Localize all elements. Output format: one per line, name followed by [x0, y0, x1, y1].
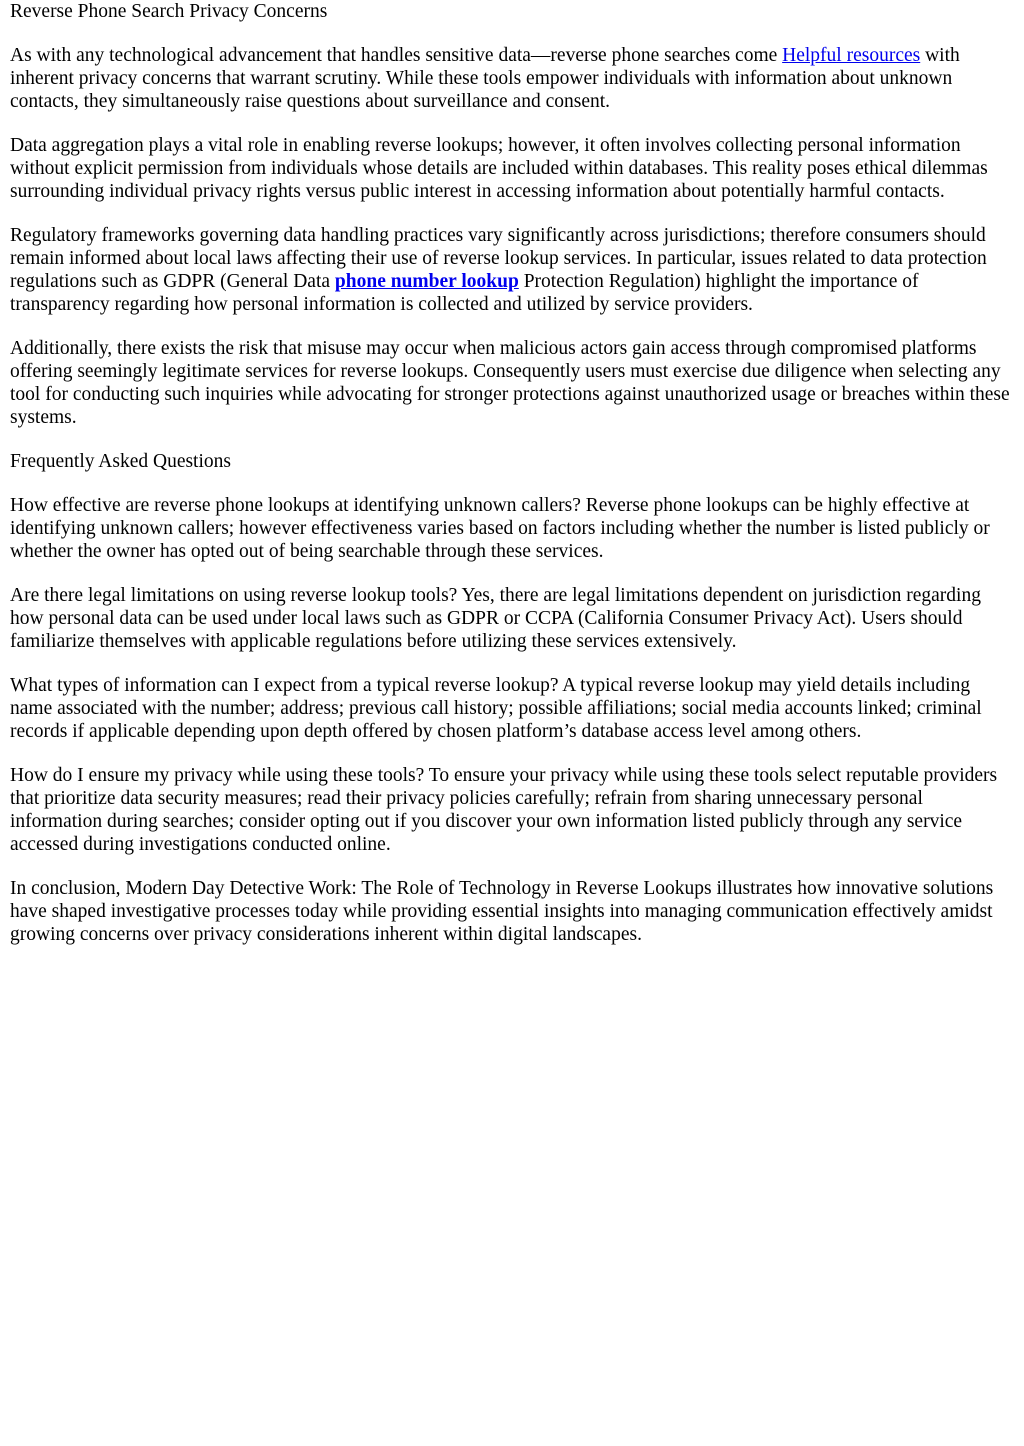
- section-heading-privacy: Reverse Phone Search Privacy Concerns: [10, 1, 328, 22]
- paragraph-regulatory-text-before: Regulatory frameworks governing data handling practices vary significantly across jurisdictions; therefore consumers should remain informed about local laws affecting their use of reverse lookup services. In particular, issues related to data protection regulations such as GDPR (General Data: [10, 225, 987, 292]
- helpful-resources-link[interactable]: Helpful resources: [782, 45, 921, 66]
- paragraph-misuse-risk: Additionally, there exists the risk that misuse may occur when malicious actors gain access through compromised platforms offering seemingly legitimate services for reverse lookups. Consequently users must exercise due diligence when selecting any tool for conducting such inquiries while advocating for stronger protections against unauthorized usage or breaches within these systems.: [10, 338, 1010, 428]
- faq-item-effectiveness: How effective are reverse phone lookups at identifying unknown callers? Reverse phone lookups can be highly effective at identifying unknown callers; however effectiveness varies based on factors including whether the number is listed publicly or whether the owner has opted out of being searchable through these services.: [10, 495, 990, 562]
- paragraph-regulatory-text-after: Protection Regulation) highlight the importance of transparency regarding how personal information is collected and utilized by service providers.: [10, 271, 919, 315]
- paragraph-conclusion: In conclusion, Modern Day Detective Work: The Role of Technology in Reverse Lookups illustrates how innovative solutions have shaped investigative processes today while providing essential insights into managing communication effectively amidst growing concerns over privacy considerations inherent within digital landscapes.: [10, 878, 994, 945]
- faq-heading: Frequently Asked Questions: [10, 451, 231, 472]
- faq-item-privacy-tips: How do I ensure my privacy while using these tools? To ensure your privacy while using these tools select reputable providers that prioritize data security measures; read their privacy policies carefully; refrain from sharing unnecessary personal information during searches; consider opting out if you discover your own information listed publicly through any service accessed during investigations conducted online.: [10, 765, 998, 855]
- phone-number-lookup-link[interactable]: phone number lookup: [334, 271, 519, 292]
- paragraph-intro-text-after: with inherent privacy concerns that warrant scrutiny. While these tools empower individuals with information about unknown contacts, they simultaneously raise questions about surveillance and consent.: [10, 45, 960, 112]
- paragraph-regulatory: [10, 224, 1014, 316]
- paragraph-data-aggregation: Data aggregation plays a vital role in enabling reverse lookups; however, it often involves collecting personal information without explicit permission from individuals whose details are included within databases. This reality poses ethical dilemmas surrounding individual privacy rights versus public interest in accessing information about potentially harmful contacts.: [10, 135, 988, 202]
- paragraph-intro: [10, 44, 1014, 113]
- faq-item-information-types: What types of information can I expect from a typical reverse lookup? A typical reverse lookup may yield details including name associated with the number; address; previous call history; possible affiliations; social media accounts linked; criminal records if applicable depending upon depth offered by chosen platform’s database access level among others.: [10, 675, 982, 742]
- faq-item-legal-limitations: Are there legal limitations on using reverse lookup tools? Yes, there are legal limitations dependent on jurisdiction regarding how personal data can be used under local laws such as GDPR or CCPA (California Consumer Privacy Act). Users should familiarize themselves with applicable regulations before utilizing these services extensively.: [10, 585, 981, 652]
- paragraph-intro-text-before: As with any technological advancement that handles sensitive data—reverse phone searches come: [10, 45, 783, 66]
